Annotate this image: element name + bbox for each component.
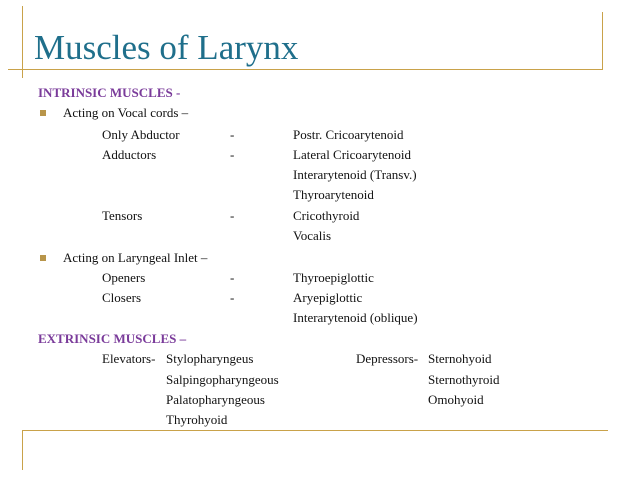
muscle-name: Sternothyroid [428,372,500,387]
depressors-label: Depressors- [356,351,419,366]
elevators-label: Elevators- [102,351,156,366]
muscle-name: Stylopharyngeus [166,351,254,366]
group-label: Adductors [102,147,157,162]
group-label: Tensors [102,208,143,223]
muscle-name: Salpingopharyngeous [166,372,279,387]
group-dash: - [230,290,235,305]
group-label: Only Abductor [102,127,180,142]
group-dash: - [230,147,235,162]
group-dash: - [230,127,235,142]
group-label: Openers [102,270,146,285]
bullet-square [40,255,46,261]
muscle-name: Thyrohyoid [166,412,228,427]
muscle-name: Cricothyroid [293,208,360,223]
muscle-name: Interarytenoid (oblique) [293,310,418,325]
muscle-name: Lateral Cricoarytenoid [293,147,412,162]
left-rule-bottom [22,430,23,470]
group-dash: - [230,208,235,223]
left-rule-top [22,6,23,78]
muscle-name: Thyroepiglottic [293,270,374,285]
muscle-name: Omohyoid [428,392,484,407]
slide-title: Muscles of Larynx [34,28,299,67]
right-rule-top [602,12,603,70]
laryngeal-inlet-label: Acting on Laryngeal Inlet – [63,250,208,265]
bullet-square [40,110,46,116]
muscle-name: Interarytenoid (Transv.) [293,167,417,182]
muscle-name: Aryepiglottic [293,290,363,305]
muscle-name: Vocalis [293,228,332,243]
vocal-cords-label: Acting on Vocal cords – [63,105,189,120]
muscle-name: Sternohyoid [428,351,492,366]
group-label: Closers [102,290,141,305]
muscle-name: Palatopharyngeous [166,392,265,407]
muscle-name: Thyroarytenoid [293,187,374,202]
extrinsic-heading: EXTRINSIC MUSCLES – [38,331,187,346]
intrinsic-heading: INTRINSIC MUSCLES - [38,85,181,100]
group-dash: - [230,270,235,285]
footer-rule [22,430,608,431]
muscle-name: Postr. Cricoarytenoid [293,127,404,142]
